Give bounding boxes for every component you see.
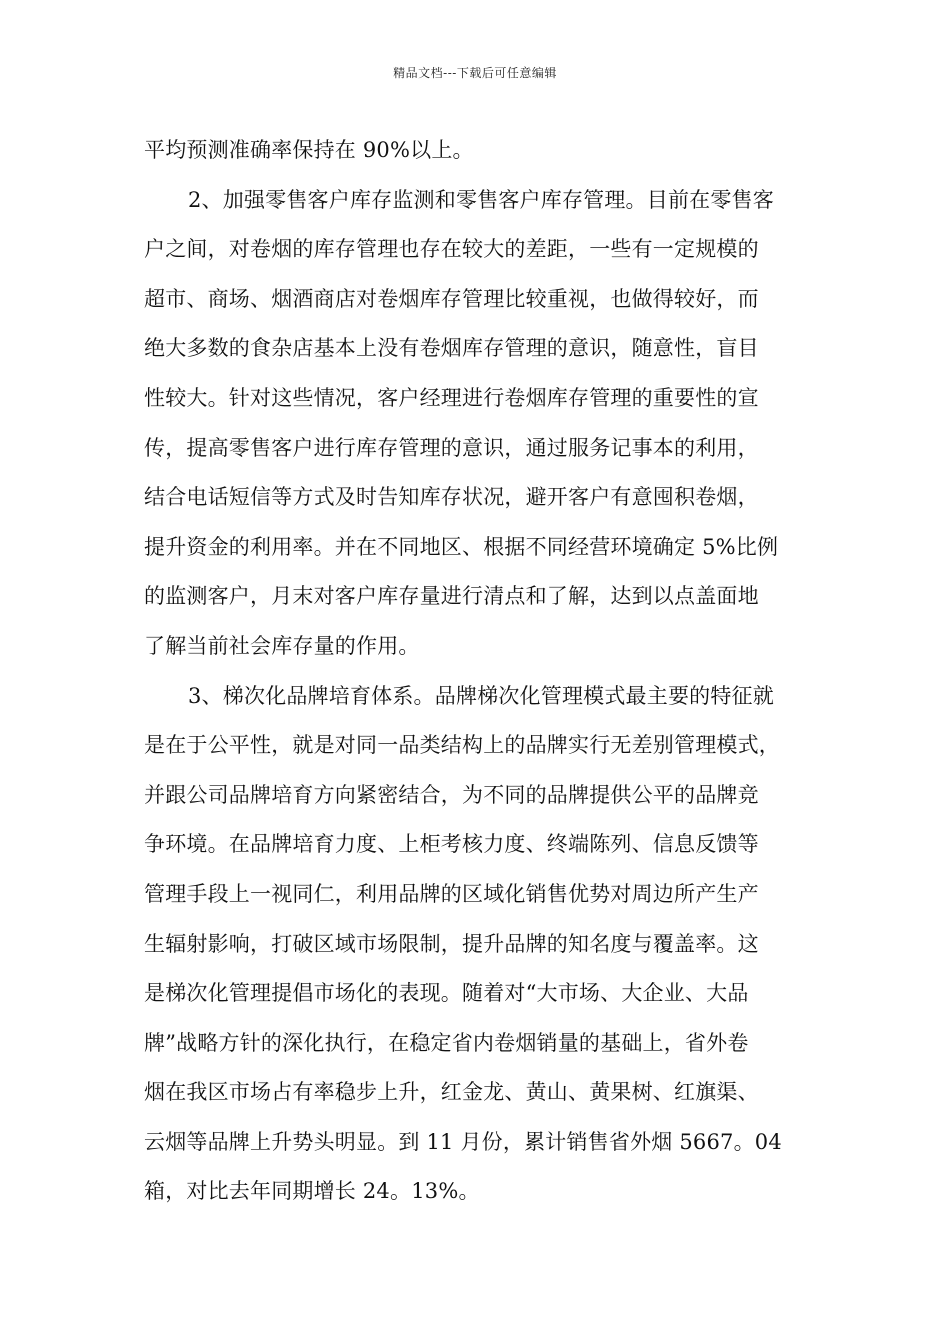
text-line: 绝大多数的食杂店基本上没有卷烟库存管理的意识，随意性，盲目 (144, 336, 759, 361)
text-line: 传，提高零售客户进行库存管理的意识，通过服务记事本的利用， (144, 435, 759, 460)
text-line: 平均预测准确率保持在 90%以上。 (144, 138, 474, 162)
text-line: 超市、商场、烟酒商店对卷烟库存管理比较重视，也做得较好，而 (144, 286, 759, 311)
paragraph-start-line: 2、加强零售客户库存监测和零售客户库存管理。目前在零售客 (188, 187, 774, 212)
text-line: 结合电话短信等方式及时告知库存状况，避开客户有意囤积卷烟， (144, 485, 759, 510)
text-line: 性较大。针对这些情况，客户经理进行卷烟库存管理的重要性的宣 (144, 385, 759, 410)
text-line: 并跟公司品牌培育方向紧密结合，为不同的品牌提供公平的品牌竞 (144, 782, 759, 807)
text-line: 争环境。在品牌培育力度、上柜考核力度、终端陈列、信息反馈等 (144, 832, 759, 857)
text-line: 牌”战略方针的深化执行，在稳定省内卷烟销量的基础上，省外卷 (144, 1030, 749, 1055)
paragraph-start-line: 3、梯次化品牌培育体系。品牌梯次化管理模式最主要的特征就 (188, 683, 774, 708)
text-line: 是梯次化管理提倡市场化的表现。随着对“大市场、大企业、大品 (144, 981, 749, 1006)
page-header: 精品文档---下载后可任意编辑 (393, 66, 557, 80)
text-line: 烟在我区市场占有率稳步上升，红金龙、黄山、黄果树、红旗渠、 (144, 1080, 759, 1105)
text-line: 了解当前社会库存量的作用。 (144, 633, 420, 658)
text-line: 户之间，对卷烟的库存管理也存在较大的差距，一些有一定规模的 (144, 237, 759, 262)
text-line: 箱，对比去年同期增长 24。13%。 (144, 1179, 480, 1204)
text-line: 生辐射影响，打破区域市场限制，提升品牌的知名度与覆盖率。这 (144, 931, 759, 956)
text-line: 的监测客户，月末对客户库存量进行清点和了解，达到以点盖面地 (144, 584, 759, 609)
text-line: 提升资金的利用率。并在不同地区、根据不同经营环境确定 5%比例 (144, 534, 779, 559)
text-line: 是在于公平性，就是对同一品类结构上的品牌实行无差别管理模式， (144, 733, 780, 758)
document-body (144, 126, 808, 1217)
text-line: 云烟等品牌上升势头明显。到 11 月份，累计销售省外烟 5667。04 (144, 1129, 782, 1154)
text-line: 管理手段上一视同仁，利用品牌的区域化销售优势对周边所产生产 (144, 881, 759, 906)
